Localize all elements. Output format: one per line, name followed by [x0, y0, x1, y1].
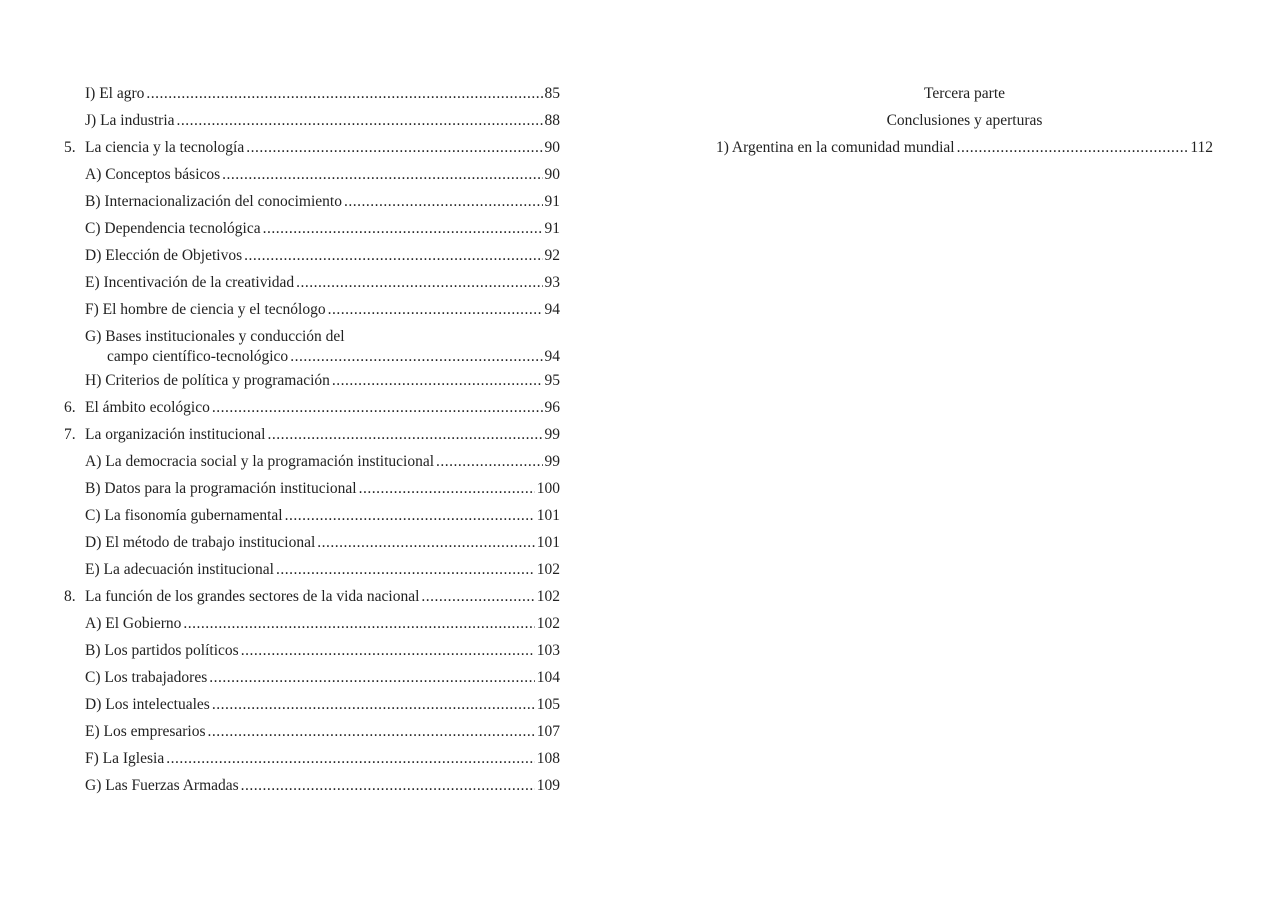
toc-page-number: 103	[536, 642, 560, 659]
toc-entry-title: G) Las Fuerzas Armadas	[85, 777, 239, 794]
dot-leader	[285, 502, 535, 529]
toc-page-number: 85	[544, 85, 560, 102]
toc-section-number: 6.	[64, 399, 76, 416]
toc-page-number: 102	[536, 588, 560, 605]
dot-leader	[263, 215, 543, 242]
dot-leader	[177, 107, 543, 134]
dot-leader	[421, 583, 534, 610]
toc-entry-title: 1) Argentina en la comunidad mundial	[716, 139, 955, 156]
toc-entry-title: A) El Gobierno	[85, 615, 182, 632]
toc-entry-title: E) Incentivación de la creatividad	[85, 274, 295, 291]
toc-entry-hombre[interactable]	[64, 296, 560, 323]
toc-entry-title: A) Conceptos básicos	[85, 166, 221, 183]
toc-page-number: 94	[544, 348, 560, 365]
toc-page-number: 99	[544, 453, 560, 470]
dot-leader	[290, 346, 542, 367]
dot-leader	[246, 134, 542, 161]
toc-page-number: 88	[544, 112, 560, 129]
dot-leader	[166, 745, 535, 772]
toc-entry-intelectuales[interactable]	[64, 691, 560, 718]
toc-entry-title: F) La Iglesia	[85, 750, 165, 767]
toc-entry-title: El ámbito ecológico	[85, 399, 210, 416]
toc-page-number: 102	[536, 615, 560, 632]
toc-section-number: 8.	[64, 588, 76, 605]
toc-entry-organizacion[interactable]	[64, 421, 560, 448]
toc-entry-industria[interactable]	[64, 107, 560, 134]
toc-entry-title: La ciencia y la tecnología	[85, 139, 245, 156]
toc-entry-adecuacion[interactable]	[64, 556, 560, 583]
dot-leader	[244, 242, 542, 269]
toc-entry-title: C) Dependencia tecnológica	[85, 220, 261, 237]
toc-left-column	[64, 80, 560, 799]
toc-entry-title: A) La democracia social y la programación institucional	[85, 453, 435, 470]
toc-entry-democracia[interactable]	[64, 448, 560, 475]
toc-page-number: 91	[544, 220, 560, 237]
dot-leader	[328, 296, 543, 323]
toc-entry-argentina[interactable]	[716, 134, 1213, 161]
dot-leader	[241, 637, 535, 664]
toc-section-number: 7.	[64, 426, 76, 443]
dot-leader	[296, 269, 542, 296]
toc-page-number: 101	[536, 507, 560, 524]
toc-entry-funcion[interactable]	[64, 583, 560, 610]
toc-entry-title-continued: campo científico-tecnológico	[107, 348, 289, 365]
toc-entry-title: B) Internacionalización del conocimiento	[85, 193, 342, 210]
toc-entry-criterios[interactable]	[64, 367, 560, 394]
toc-page-number: 94	[544, 301, 560, 318]
toc-entry-title: G) Bases institucionales y conducción del	[85, 328, 345, 345]
toc-page-number: 109	[536, 777, 560, 794]
dot-leader	[146, 80, 542, 107]
toc-entry-conceptos[interactable]	[64, 161, 560, 188]
toc-page-number: 107	[536, 723, 560, 740]
toc-section-number: 5.	[64, 139, 76, 156]
toc-entry-incentivacion[interactable]	[64, 269, 560, 296]
dot-leader	[359, 475, 535, 502]
toc-entry-fisonomia[interactable]	[64, 502, 560, 529]
toc-page-number: 92	[544, 247, 560, 264]
toc-entry-title: J) La industria	[85, 112, 175, 129]
dot-leader	[209, 664, 535, 691]
toc-right-column	[716, 80, 1213, 161]
toc-entry-fuerzas[interactable]	[64, 772, 560, 799]
dot-leader	[344, 188, 543, 215]
toc-entry-agro[interactable]	[64, 80, 560, 107]
dot-leader	[276, 556, 535, 583]
toc-entry-ecologico[interactable]	[64, 394, 560, 421]
part-label: Tercera parte	[923, 85, 1006, 102]
toc-entry-title: C) Los trabajadores	[85, 669, 208, 686]
dot-leader	[241, 772, 535, 799]
toc-entry-trabajadores[interactable]	[64, 664, 560, 691]
toc-page-number: 90	[544, 166, 560, 183]
dot-leader	[317, 529, 534, 556]
toc-page-number: 93	[544, 274, 560, 291]
toc-entry-datos[interactable]	[64, 475, 560, 502]
dot-leader	[268, 421, 543, 448]
toc-entry-title: E) La adecuación institucional	[85, 561, 274, 578]
toc-entry-title: E) Los empresarios	[85, 723, 206, 740]
toc-page-number: 95	[544, 372, 560, 389]
toc-page-number: 99	[544, 426, 560, 443]
toc-entry-title: D) Elección de Objetivos	[85, 247, 243, 264]
toc-page-number: 104	[536, 669, 560, 686]
toc-page-number: 96	[544, 399, 560, 416]
dot-leader	[208, 718, 535, 745]
dot-leader	[436, 448, 542, 475]
toc-entry-gobierno[interactable]	[64, 610, 560, 637]
toc-entry-title: B) Datos para la programación institucional	[85, 480, 357, 497]
toc-entry-title: C) La fisonomía gubernamental	[85, 507, 283, 524]
dot-leader	[957, 134, 1189, 161]
toc-entry-internacionalizacion[interactable]	[64, 188, 560, 215]
toc-entry-title: La organización institucional	[85, 426, 266, 443]
toc-entry-dependencia[interactable]	[64, 215, 560, 242]
toc-entry-title: F) El hombre de ciencia y el tecnólogo	[85, 301, 326, 318]
toc-page-number: 90	[544, 139, 560, 156]
toc-page-number: 91	[544, 193, 560, 210]
dot-leader	[183, 610, 534, 637]
dot-leader	[212, 394, 543, 421]
toc-page-number: 102	[536, 561, 560, 578]
toc-entry-ciencia[interactable]	[64, 134, 560, 161]
part-title: Conclusiones y aperturas	[886, 112, 1043, 129]
toc-entry-bases[interactable]	[64, 323, 560, 367]
dot-leader	[332, 367, 543, 394]
toc-entry-partidos[interactable]	[64, 637, 560, 664]
toc-entry-title: D) Los intelectuales	[85, 696, 210, 713]
toc-page-number: 101	[536, 534, 560, 551]
toc-entry-title: D) El método de trabajo institucional	[85, 534, 316, 551]
dot-leader	[212, 691, 535, 718]
toc-entry-metodo[interactable]	[64, 529, 560, 556]
toc-entry-title: B) Los partidos políticos	[85, 642, 239, 659]
toc-page-number: 108	[536, 750, 560, 767]
toc-entry-empresarios[interactable]	[64, 718, 560, 745]
toc-entry-title: H) Criterios de política y programación	[85, 372, 330, 389]
toc-entry-eleccion[interactable]	[64, 242, 560, 269]
toc-page-number: 100	[536, 480, 560, 497]
toc-entry-iglesia[interactable]	[64, 745, 560, 772]
toc-page-number: 105	[536, 696, 560, 713]
right-entries	[716, 134, 1213, 161]
toc-entry-title: La función de los grandes sectores de la vida nacional	[85, 588, 420, 605]
toc-entry-title: I) El agro	[85, 85, 145, 102]
dot-leader	[222, 161, 542, 188]
toc-page-number: 112	[1190, 139, 1213, 156]
